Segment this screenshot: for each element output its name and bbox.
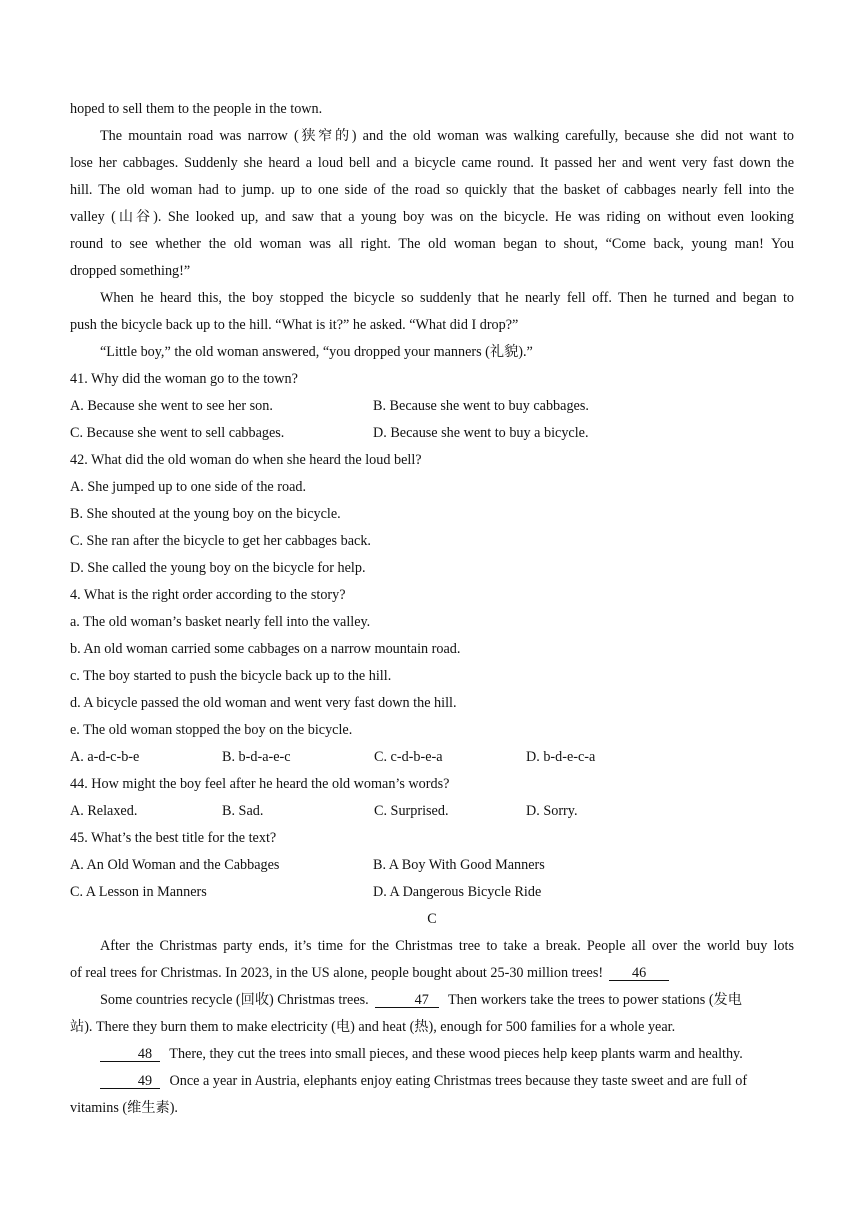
question-45-options-row — [70, 852, 794, 879]
question-42-option-d: D. She called the young boy on the bicycle for help. — [70, 560, 366, 576]
passage-b-line: push the bicycle back up to the hill. “What is it?” he asked. “What did I drop?” — [70, 317, 519, 333]
question-43-event-b: b. An old woman carried some cabbages on a narrow mountain road. — [70, 641, 461, 657]
passage-b-line: lose her cabbages. Suddenly she heard a loud bell and a bicycle came round. It passed her and went very fast down the — [70, 155, 794, 171]
question-44-stem: 44. How might the boy feel after he heard the old woman’s words? — [70, 776, 450, 792]
question-43-event-a: a. The old woman’s basket nearly fell into the valley. — [70, 614, 371, 630]
document-page — [70, 96, 794, 1122]
question-44-options-row — [70, 798, 794, 825]
question-44-option-a: A. Relaxed. — [70, 803, 138, 819]
passage-c-line: 站). There they burn them to make electricity (电) and heat (热), enough for 500 families for a whole year. — [70, 1019, 676, 1035]
question-41-options-row — [70, 393, 794, 420]
question-43-event-d: d. A bicycle passed the old woman and went very fast down the hill. — [70, 695, 457, 711]
passage-b-line: valley (山谷). She looked up, and saw that a young boy was on the bicycle. He was riding on without even looking — [70, 209, 794, 225]
question-42-stem: 42. What did the old woman do when she heard the loud bell? — [70, 452, 422, 468]
blank-47[interactable]: 47 — [375, 990, 439, 1008]
passage-c-text: Some countries recycle (回收) Christmas trees. — [100, 992, 369, 1008]
question-43-option-c: C. c-d-b-e-a — [374, 749, 443, 765]
question-41-option-a: A. Because she went to see her son. — [70, 398, 273, 414]
question-41-stem: 41. Why did the woman go to the town? — [70, 371, 298, 387]
question-41-option-b: B. Because she went to buy cabbages. — [373, 398, 589, 414]
passage-b-line: round to see whether the old woman was all right. The old woman began to shout, “Come back, young man! You — [70, 236, 794, 252]
question-41-option-c: C. Because she went to sell cabbages. — [70, 425, 285, 441]
question-45-stem: 45. What’s the best title for the text? — [70, 830, 277, 846]
question-42-option-a: A. She jumped up to one side of the road. — [70, 479, 307, 495]
question-44-option-c: C. Surprised. — [374, 803, 449, 819]
question-45-option-a: A. An Old Woman and the Cabbages — [70, 857, 280, 873]
section-c-heading: C — [427, 911, 437, 927]
question-45-option-b: B. A Boy With Good Manners — [373, 857, 545, 873]
passage-b-line: “Little boy,” the old woman answered, “you dropped your manners (礼貌).” — [100, 344, 533, 360]
question-43-event-c: c. The boy started to push the bicycle back up to the hill. — [70, 668, 392, 684]
blank-49[interactable]: 49 — [100, 1071, 160, 1089]
question-43-option-a: A. a-d-c-b-e — [70, 749, 140, 765]
passage-c-line — [70, 987, 794, 1014]
passage-c-line — [70, 1041, 794, 1068]
question-43-option-b: B. b-d-a-e-c — [222, 749, 291, 765]
passage-c-line: After the Christmas party ends, it’s time for the Christmas tree to take a break. People all over the world buy lots — [100, 938, 794, 954]
passage-b-line: hill. The old woman had to jump. up to one side of the road so quickly that the basket of cabbages nearly fell into the — [70, 182, 794, 198]
passage-c-line: vitamins (维生素). — [70, 1100, 178, 1116]
question-43-stem: 4. What is the right order according to the story? — [70, 587, 346, 603]
passage-b-line: When he heard this, the boy stopped the bicycle so suddenly that he nearly fell off. Then he turned and began to — [100, 290, 794, 306]
question-44-option-b: B. Sad. — [222, 803, 264, 819]
passage-c-text: of real trees for Christmas. In 2023, in the US alone, people bought about 25-30 million trees! — [70, 965, 604, 981]
question-45-option-c: C. A Lesson in Manners — [70, 884, 207, 900]
question-43-event-e: e. The old woman stopped the boy on the bicycle. — [70, 722, 353, 738]
passage-b-text: hoped to sell them to the people in the town. — [70, 101, 323, 117]
passage-b-line: The mountain road was narrow (狭窄的) and the old woman was walking carefully, because she did not want to — [100, 128, 794, 144]
passage-b-line: dropped something!” — [70, 263, 191, 279]
passage-c-text: Once a year in Austria, elephants enjoy eating Christmas trees because they taste sweet and are full of — [169, 1073, 748, 1089]
passage-c-text: Then workers take the trees to power stations (发电 — [448, 992, 742, 1008]
question-41-option-d: D. Because she went to buy a bicycle. — [373, 425, 589, 441]
passage-c-line — [70, 1068, 794, 1095]
question-43-options-row — [70, 744, 794, 771]
question-42-option-c: C. She ran after the bicycle to get her cabbages back. — [70, 533, 371, 549]
blank-48[interactable]: 48 — [100, 1044, 160, 1062]
blank-46[interactable]: 46 — [609, 963, 669, 981]
question-42-option-b: B. She shouted at the young boy on the bicycle. — [70, 506, 341, 522]
question-45-options-row — [70, 879, 794, 906]
passage-c-text: There, they cut the trees into small pieces, and these wood pieces help keep plants warm and healthy. — [169, 1046, 743, 1062]
question-41-options-row — [70, 420, 794, 447]
passage-c-line — [70, 960, 794, 987]
question-43-option-d: D. b-d-e-c-a — [526, 749, 596, 765]
question-45-option-d: D. A Dangerous Bicycle Ride — [373, 884, 542, 900]
question-44-option-d: D. Sorry. — [526, 803, 578, 819]
